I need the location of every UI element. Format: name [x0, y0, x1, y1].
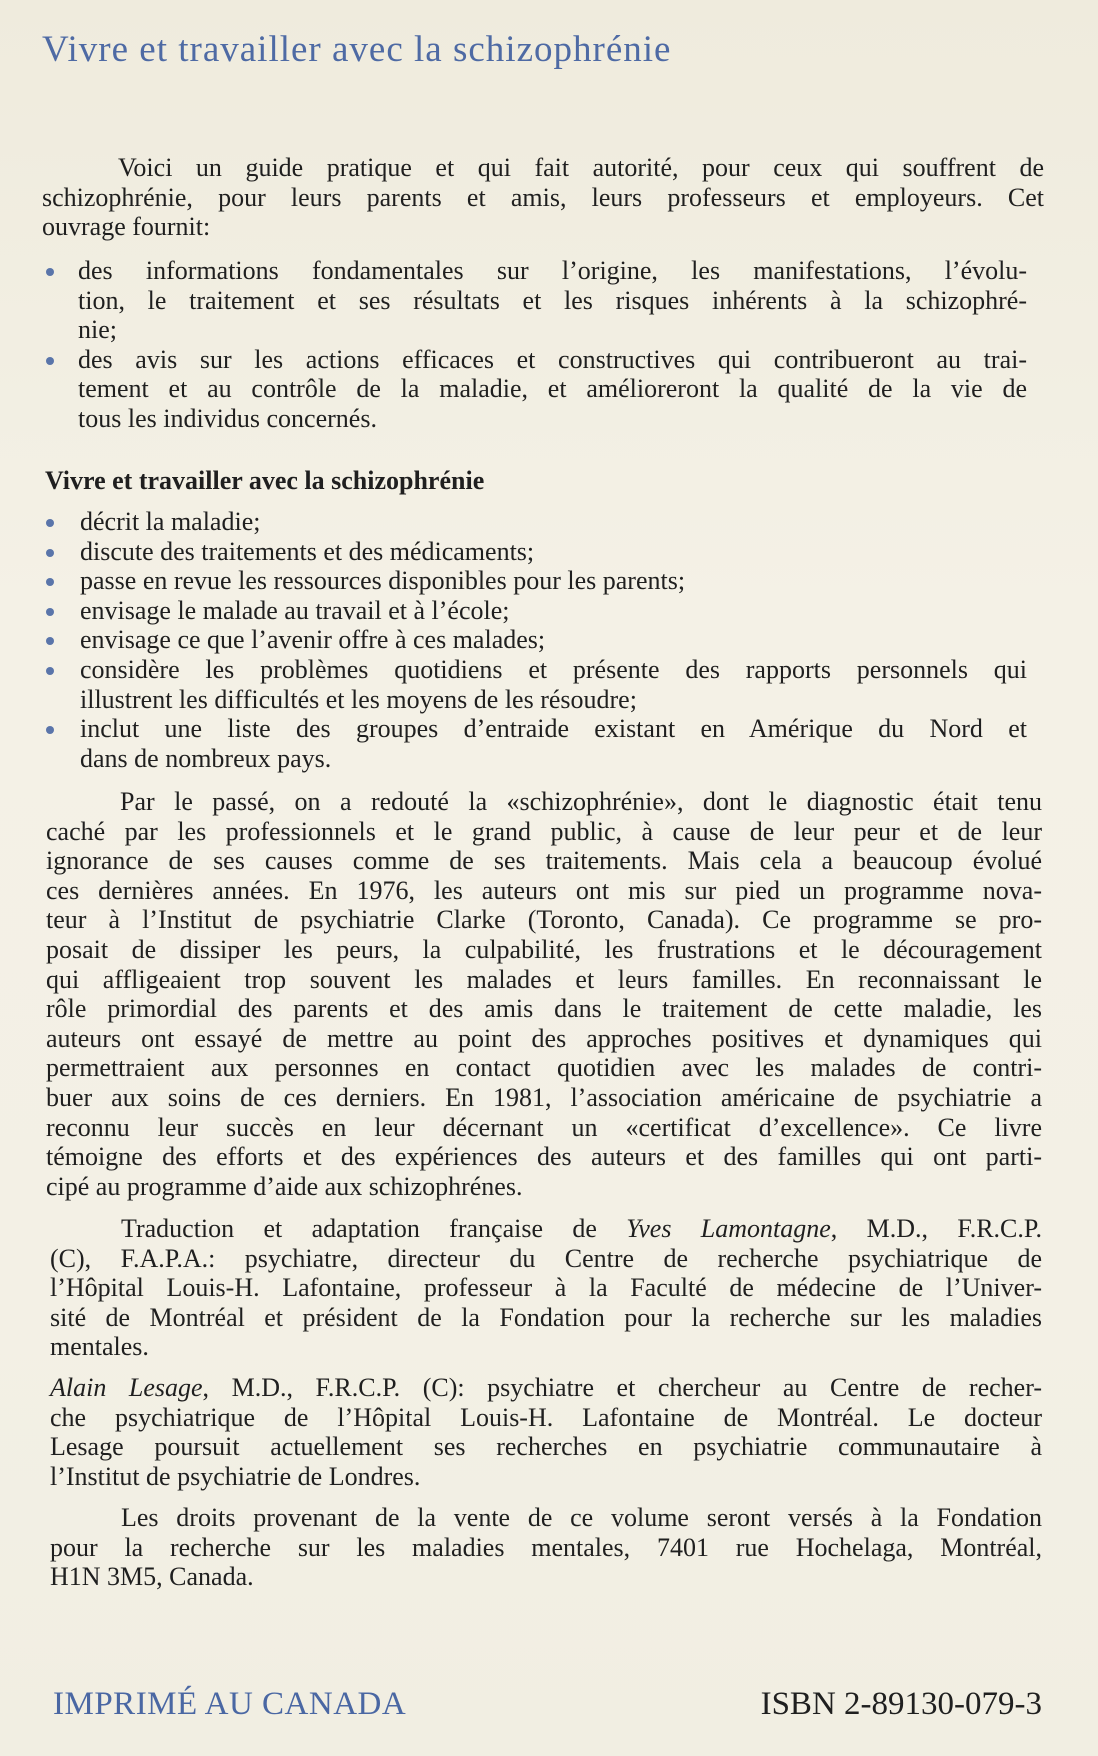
contents-item	[42, 566, 1027, 596]
text-line: passe en revue les ressources disponibles pour les parents;	[80, 566, 686, 596]
text-line: Par le passé, on a redouté la «schizophrénie», dont le diagnostic était tenu	[120, 787, 1042, 816]
text-line: l’Institut de psychiatrie de Londres.	[50, 1461, 421, 1491]
feature-item	[42, 345, 1027, 434]
text-line	[50, 1214, 1042, 1244]
text-line: schizophrénie, pour leurs parents et amis, leurs professeurs et employeurs. Cet	[42, 182, 1044, 212]
text-line: ignorance de ses causes comme de ses traitements. Mais cela a beaucoup évolué	[46, 846, 1042, 876]
contents-item	[42, 655, 1027, 714]
bullet-icon	[46, 667, 54, 675]
text-line: ces dernières années. En 1976, les auteurs ont mis sur pied un programme nova-	[46, 875, 1042, 905]
text-line: cipé au programme d’aide aux schizophrénes.	[46, 1171, 523, 1201]
bullet-icon	[46, 519, 54, 527]
bullet-icon	[46, 578, 54, 586]
text-line: l’Hôpital Louis-H. Lafontaine, professeur à la Faculté de médecine de l’Univer-	[50, 1273, 1042, 1303]
text-line: tous les individus concernés.	[78, 403, 377, 433]
coauthor-paragraph	[50, 1373, 1042, 1491]
text-line: posait de dissiper les peurs, la culpabilité, les frustrations et le découragement	[46, 934, 1042, 964]
contents-item	[42, 596, 1027, 626]
contents-item	[42, 625, 1027, 655]
text-line: reconnu leur succès en leur décernant un «certificat d’excellence». Ce livre	[46, 1112, 1042, 1142]
bullet-icon	[46, 608, 54, 616]
text-line: Les droits provenant de la vente de ce volume seront versés à la Fondation	[121, 1503, 1042, 1532]
text-line: pour la recherche sur les maladies mentales, 7401 rue Hochelaga, Montréal,	[50, 1532, 1042, 1562]
translator-credentials: , M.D., F.R.C.P.	[830, 1214, 1042, 1243]
text-line: qui affligeaient trop souvent les malades et leurs familles. En reconnaissant le	[46, 964, 1042, 994]
text-line: teur à l’Institut de psychiatrie Clarke (Toronto, Canada). Ce programme se pro-	[46, 905, 1042, 935]
text-line: rôle primordial des parents et des amis dans le traitement de cette maladie, les	[46, 994, 1042, 1024]
text-line: témoigne des efforts et des expériences des auteurs et des familles qui ont parti-	[46, 1142, 1042, 1172]
text-line: décrit la maladie;	[80, 507, 261, 536]
text-line: dans de nombreux pays.	[80, 743, 332, 773]
book-title: Vivre et travailler avec la schizophrénie	[42, 29, 672, 70]
text-line: Voici un guide pratique et qui fait autorité, pour ceux qui souffrent de	[118, 153, 1044, 182]
text-line: des avis sur les actions efficaces et constructives qui contribueront au trai-	[78, 344, 1027, 374]
bullet-icon	[46, 726, 54, 734]
feature-list	[42, 256, 1027, 434]
contents-list	[42, 507, 1027, 773]
contents-item	[42, 537, 1027, 567]
printed-in-canada: IMPRIMÉ AU CANADA	[53, 1686, 407, 1722]
text-line: nie;	[78, 315, 117, 345]
text-line: envisage ce que l’avenir offre à ces malades;	[80, 625, 546, 655]
text-line: mentales.	[50, 1332, 149, 1362]
isbn: ISBN 2-89130-079-3	[760, 1686, 1042, 1722]
bullet-icon	[46, 637, 54, 645]
text-line: ouvrage fournit:	[42, 212, 211, 242]
text-line	[50, 1373, 1042, 1403]
translator-paragraph	[50, 1214, 1042, 1362]
intro-paragraph	[42, 153, 1044, 242]
text-line: considère les problèmes quotidiens et présente des rapports personnels qui	[80, 654, 1027, 684]
text-line: envisage le malade au travail et à l’école;	[80, 595, 510, 625]
text-line: illustrent les difficultés et les moyens de les résoudre;	[80, 684, 637, 714]
section-heading: Vivre et travailler avec la schizophrénie	[45, 466, 485, 495]
translator-prefix: Traduction et adaptation française de	[121, 1214, 627, 1243]
text-line: des informations fondamentales sur l’origine, les manifestations, l’évolu-	[78, 256, 1027, 285]
text-line: permettraient aux personnes en contact quotidien avec les malades de contri-	[46, 1053, 1042, 1083]
bullet-icon	[46, 549, 54, 557]
contents-item	[42, 507, 1027, 537]
bullet-icon	[46, 268, 54, 276]
text-line: sité de Montréal et président de la Fondation pour la recherche sur les maladies	[50, 1302, 1042, 1332]
coauthor-credentials: , M.D., F.R.C.P. (C): psychiatre et chercheur au Centre de recher-	[202, 1373, 1042, 1402]
text-line: inclut une liste des groupes d’entraide existant en Amérique du Nord et	[80, 714, 1027, 744]
text-line: Lesage poursuit actuellement ses recherches en psychiatrie communautaire à	[50, 1432, 1042, 1462]
history-paragraph	[46, 787, 1042, 1201]
text-line: tement et au contrôle de la maladie, et amélioreront la qualité de la vie de	[78, 374, 1027, 404]
contents-item	[42, 714, 1027, 773]
text-line: buer aux soins de ces derniers. En 1981, l’association américaine de psychiatrie a	[46, 1082, 1042, 1112]
text-line: auteurs ont essayé de mettre au point des approches positives et dynamiques qui	[46, 1023, 1042, 1053]
text-line: discute des traitements et des médicaments;	[80, 536, 535, 566]
coauthor-name: Alain Lesage	[50, 1373, 203, 1402]
bullet-icon	[46, 357, 54, 365]
text-line: tion, le traitement et ses résultats et les risques inhérents à la schizophré-	[78, 285, 1027, 315]
text-line: (C), F.A.P.A.: psychiatre, directeur du Centre de recherche psychiatrique de	[50, 1243, 1042, 1273]
text-line: H1N 3M5, Canada.	[50, 1562, 254, 1592]
text-line: che psychiatrique de l’Hôpital Louis-H. Lafontaine de Montréal. Le docteur	[50, 1402, 1042, 1432]
translator-name: Yves Lamontagne	[626, 1214, 831, 1243]
text-line: caché par les professionnels et le grand public, à cause de leur peur et de leur	[46, 816, 1042, 846]
feature-item	[42, 256, 1027, 345]
royalties-paragraph	[50, 1503, 1042, 1592]
